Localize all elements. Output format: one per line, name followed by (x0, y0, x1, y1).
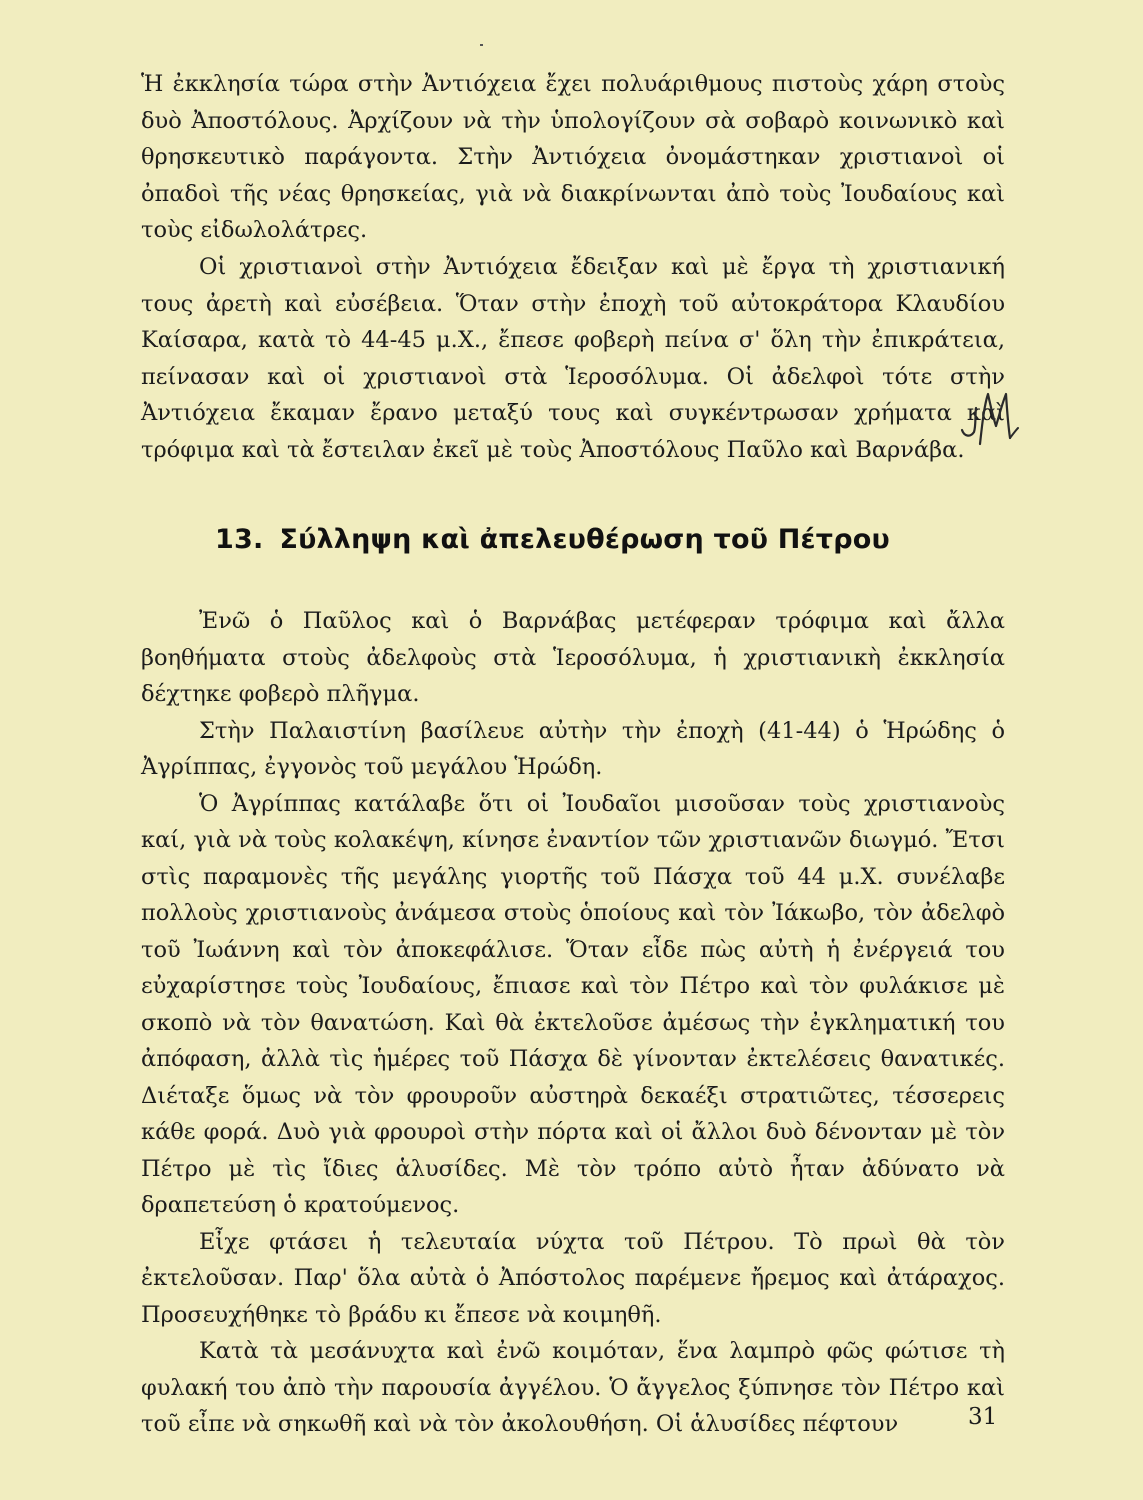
section-paragraph-1: Ἐνῶ ὁ Παῦλος καὶ ὁ Βαρνάβας μετέφεραν τρόφιμα καὶ ἄλλα βοηθήματα στοὺς ἀδελφοὺς στὰ Ἱεροσόλυμα, ἡ χριστιανικὴ ἐκκλησία δέχτηκε φοβερὸ πλῆγμα. (141, 608, 1005, 707)
handwritten-initials-icon (958, 386, 1020, 448)
section-number: 13. (215, 524, 264, 555)
section-paragraph-5: Κατὰ τὰ μεσάνυχτα καὶ ἐνῶ κοιμόταν, ἕνα λαμπρὸ φῶς φώτισε τὴ φυλακή του ἀπὸ τὴν παρουσία ἀγγέλου. Ὁ ἄγγελος ξύπνησε τὸν Πέτρο καὶ τοῦ εἶπε νὰ σηκωθῆ καὶ νὰ τὸν ἀκολουθήση. Οἱ ἁλυσίδες πέφτουν (141, 1338, 1005, 1437)
section-heading (215, 524, 890, 555)
section-paragraph-2: Στὴν Παλαιστίνη βασίλευε αὐτὴν τὴν ἐποχὴ (41-44) ὁ Ἡρώδης ὁ Ἀγρίππας, ἐγγονὸς τοῦ μεγάλου Ἡρώδη. (141, 717, 1005, 780)
paragraph-2: Οἱ χριστιανοὶ στὴν Ἀντιόχεια ἔδειξαν καὶ μὲ ἔργα τὴ χριστιανική τους ἀρετὴ καὶ εὐσέβεια. Ὅταν στὴν ἐποχὴ τοῦ αὐτοκράτορα Κλαυδίου Καίσαρα, κατὰ τὸ 44-45 μ.Χ., ἔπεσε φοβερὴ πείνα σ' ὅλη τὴν ἐπικράτεια, πείνασαν καὶ οἱ χριστιανοὶ στὰ Ἱεροσόλυμα. Οἱ ἀδελφοὶ τότε στὴν Ἀντιόχεια ἔκαμαν ἔρανο μεταξύ τους καὶ συγκέντρωσαν χρήματα καὶ τρόφιμα καὶ τὰ ἔστειλαν ἐκεῖ μὲ τοὺς Ἀποστόλους Παῦλο καὶ Βαρνάβα. (141, 253, 1005, 463)
section-text-block (141, 603, 1005, 1443)
paragraph-1: Ἡ ἐκκλησία τώρα στὴν Ἀντιόχεια ἔχει πολυάριθμους πιστοὺς χάρη στοὺς δυὸ Ἀποστόλους. Ἀρχίζουν νὰ τὴν ὑπολογίζουν σὰ σοβαρὸ κοινωνικὸ καὶ θρησκευτικὸ παράγοντα. Στὴν Ἀντιόχεια ὀνομάστηκαν χριστιανοὶ οἱ ὀπαδοὶ τῆς νέας θρησκείας, γιὰ νὰ διακρίνωνται ἀπὸ τοὺς Ἰουδαίους καὶ τοὺς εἰδωλολάτρες. (141, 71, 1005, 244)
scan-speck (480, 44, 483, 46)
page-number: 31 (968, 1404, 998, 1430)
section-title: Σύλληψη καὶ ἀπελευθέρωση τοῦ Πέτρου (279, 524, 890, 555)
top-text-block (141, 66, 1005, 469)
section-paragraph-3: Ὁ Ἀγρίππας κατάλαβε ὅτι οἱ Ἰουδαῖοι μισοῦσαν τοὺς χριστιανοὺς καί, γιὰ νὰ τοὺς κολακέψη, κίνησε ἐναντίον τῶν χριστιανῶν διωγμό. Ἔτσι στὶς παραμονὲς τῆς μεγάλης γιορτῆς τοῦ Πάσχα τοῦ 44 μ.Χ. συνέλαβε πολλοὺς χριστιανοὺς ἀνάμεσα στοὺς ὁποίους καὶ τὸν Ἰάκωβο, τὸν ἀδελφὸ τοῦ Ἰωάννη καὶ τὸν ἀποκεφάλισε. Ὅταν εἶδε πὼς αὐτὴ ἡ ἐνέργειά του εὐχαρίστησε τοὺς Ἰουδαίους, ἔπιασε καὶ τὸν Πέτρο καὶ τὸν φυλάκισε μὲ σκοπὸ νὰ τὸν θανατώση. Καὶ θὰ ἐκτελοῦσε ἀμέσως τὴν ἐγκληματική του ἀπόφαση, ἀλλὰ τὶς ἡμέρες τοῦ Πάσχα δὲ γίνονταν ἐκτελέσεις θανατικές. Διέταξε ὅμως νὰ τὸν φρουροῦν αὐστηρὰ δεκαέξι στρατιῶτες, τέσσερεις κάθε φορά. Δυὸ γιὰ φρουροὶ στὴν πόρτα καὶ οἱ ἄλλοι δυὸ δένονταν μὲ τὸν Πέτρο μὲ τὶς ἴδιες ἁλυσίδες. Μὲ τὸν τρόπο αὐτὸ ἦταν ἀδύνατο νὰ δραπετεύση ὁ κρατούμενος. (141, 790, 1005, 1218)
section-paragraph-4: Εἶχε φτάσει ἡ τελευταία νύχτα τοῦ Πέτρου. Τὸ πρωὶ θὰ τὸν ἐκτελοῦσαν. Παρ' ὅλα αὐτὰ ὁ Ἀπόστολος παρέμενε ἤρεμος καὶ ἀτάραχος. Προσευχήθηκε τὸ βράδυ κι ἔπεσε νὰ κοιμηθῆ. (141, 1228, 1005, 1328)
